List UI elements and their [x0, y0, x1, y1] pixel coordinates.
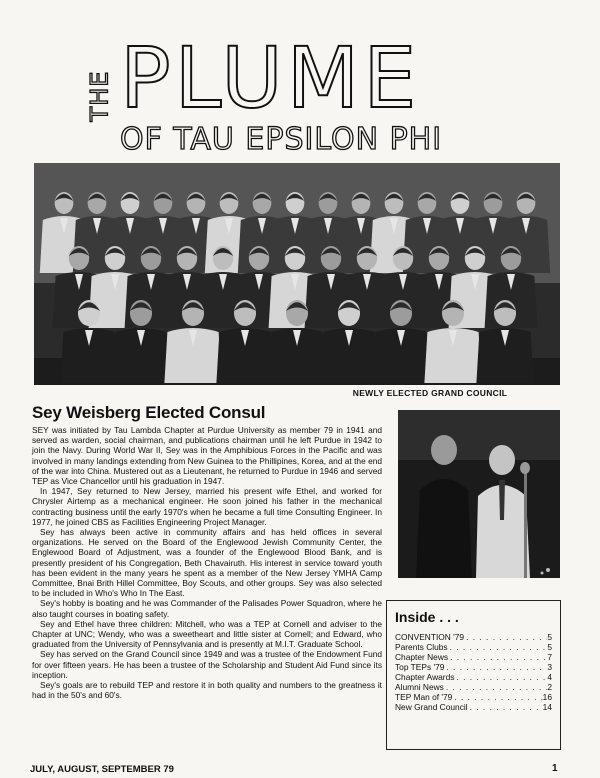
article-paragraph: SEY was initiated by Tau Lambda Chapter at Purdue University as member 79 in 1941 and served as warden, social chairman, and publications chairman until he left Purdue in 1942 to join the Navy. During World War II, Sey was in the Amphibious Forces in the Pacific and was involved in many landings extending from New Guinea to the Phillipines, Korea, and at the end of the war into China. Mustered out as a Lieutenant, he returned to Purdue in 1946 and served TEP as Vice Chancellor until his graduation in 1947.	[32, 425, 382, 487]
article-paragraph: Sey has always been active in community affairs and has held offices in several organizations. He served on the Board of the Englewood Jewish Community Center, the Englewood Board of Adjustment, was a founder of the Englewood Blood Bank, and is presently president of his Congregation, Beth Chavairuth. His interest in service toward youth has been evident in the many years he spent as a member of the New Jersey YMHA Camp Committee, Bnai Brith Hillel Committee, Boy Scouts, and other groups. Sey was also selected to be included in Who's Who In The East.	[32, 527, 382, 599]
masthead	[84, 29, 504, 160]
masthead-subtitle: OF TAU EPSILON PHI	[120, 122, 443, 157]
toc-item-label: Top TEPs '79	[395, 662, 445, 672]
page-number: 1	[552, 763, 558, 774]
toc-item-label: New Grand Council	[395, 702, 468, 712]
toc-item-label: Parents Clubs	[395, 642, 448, 652]
grand-council-photo	[34, 163, 560, 385]
article-body	[32, 425, 382, 700]
toc-item-page: 5	[547, 642, 552, 652]
grand-council-photo-image	[34, 163, 560, 385]
toc-item[interactable]	[395, 662, 552, 672]
article-paragraph: Sey and Ethel have three children: Mitchell, who was a TEP at Cornell and adviser to the Chapter at UNC; Wendy, who was a sweetheart and little sister at Cornell; and Edward, who graduated from the University of Pennsylvania and is presently at M.I.T. Graduate School.	[32, 618, 382, 650]
consul-photo-image	[398, 410, 560, 578]
toc-item[interactable]	[395, 652, 552, 662]
toc-item-label: TEP Man of '79	[395, 692, 453, 702]
issue-date: JULY, AUGUST, SEPTEMBER 79	[30, 764, 174, 775]
toc-item[interactable]	[395, 632, 552, 642]
masthead-the: THE	[85, 70, 113, 122]
toc-item[interactable]	[395, 672, 552, 682]
toc-item[interactable]	[395, 682, 552, 692]
toc-item-page: 14	[542, 702, 552, 712]
inside-contents-box	[386, 600, 561, 750]
article-paragraph: Sey's hobby is boating and he was Commander of the Palisades Power Squadron, where he also taught courses in boating safety.	[32, 598, 382, 619]
toc-item-page: 7	[547, 652, 552, 662]
toc-item-page: 5	[547, 632, 552, 642]
consul-photo	[398, 410, 560, 578]
toc-item-label: Chapter News	[395, 652, 449, 662]
toc-item-page: 3	[547, 662, 552, 672]
toc-item-label: CONVENTION '79	[395, 632, 465, 642]
masthead-title: PLUME	[120, 29, 421, 127]
toc-item[interactable]	[395, 692, 552, 702]
article-paragraph: Sey has served on the Grand Council since 1949 and was a trustee of the Endowment Fund for over fifteen years. He has been a trustee of the Scholarship and Student Aid Fund since its inception.	[32, 649, 382, 680]
article-headline: Sey Weisberg Elected Consul	[32, 403, 266, 422]
toc-item[interactable]	[395, 702, 552, 712]
article-paragraph: In 1947, Sey returned to New Jersey, married his present wife Ethel, and worked for Chrysler Airtemp as a mechanical engineer. He soon joined his father in the mechanical contracting business until the early 1970's when he became a full time Consulting Engineer. In 1977, he joined CBS as Facilities Engineering Project Manager.	[32, 486, 382, 527]
toc-item[interactable]	[395, 642, 552, 652]
photo-caption: NEWLY ELECTED GRAND COUNCIL	[352, 388, 508, 398]
toc-item-page: 2	[547, 682, 552, 692]
toc-item-page: 4	[547, 672, 552, 682]
toc-item-label: Chapter Awards	[395, 672, 455, 682]
inside-title: Inside . . .	[395, 609, 459, 625]
toc-item-label: Alumni News	[395, 682, 444, 692]
toc-item-page: 16	[542, 692, 552, 702]
article-paragraph: Sey's goals are to rebuild TEP and restore it in both quality and numbers to the greatness it had in the 50's and 60's.	[32, 680, 382, 701]
